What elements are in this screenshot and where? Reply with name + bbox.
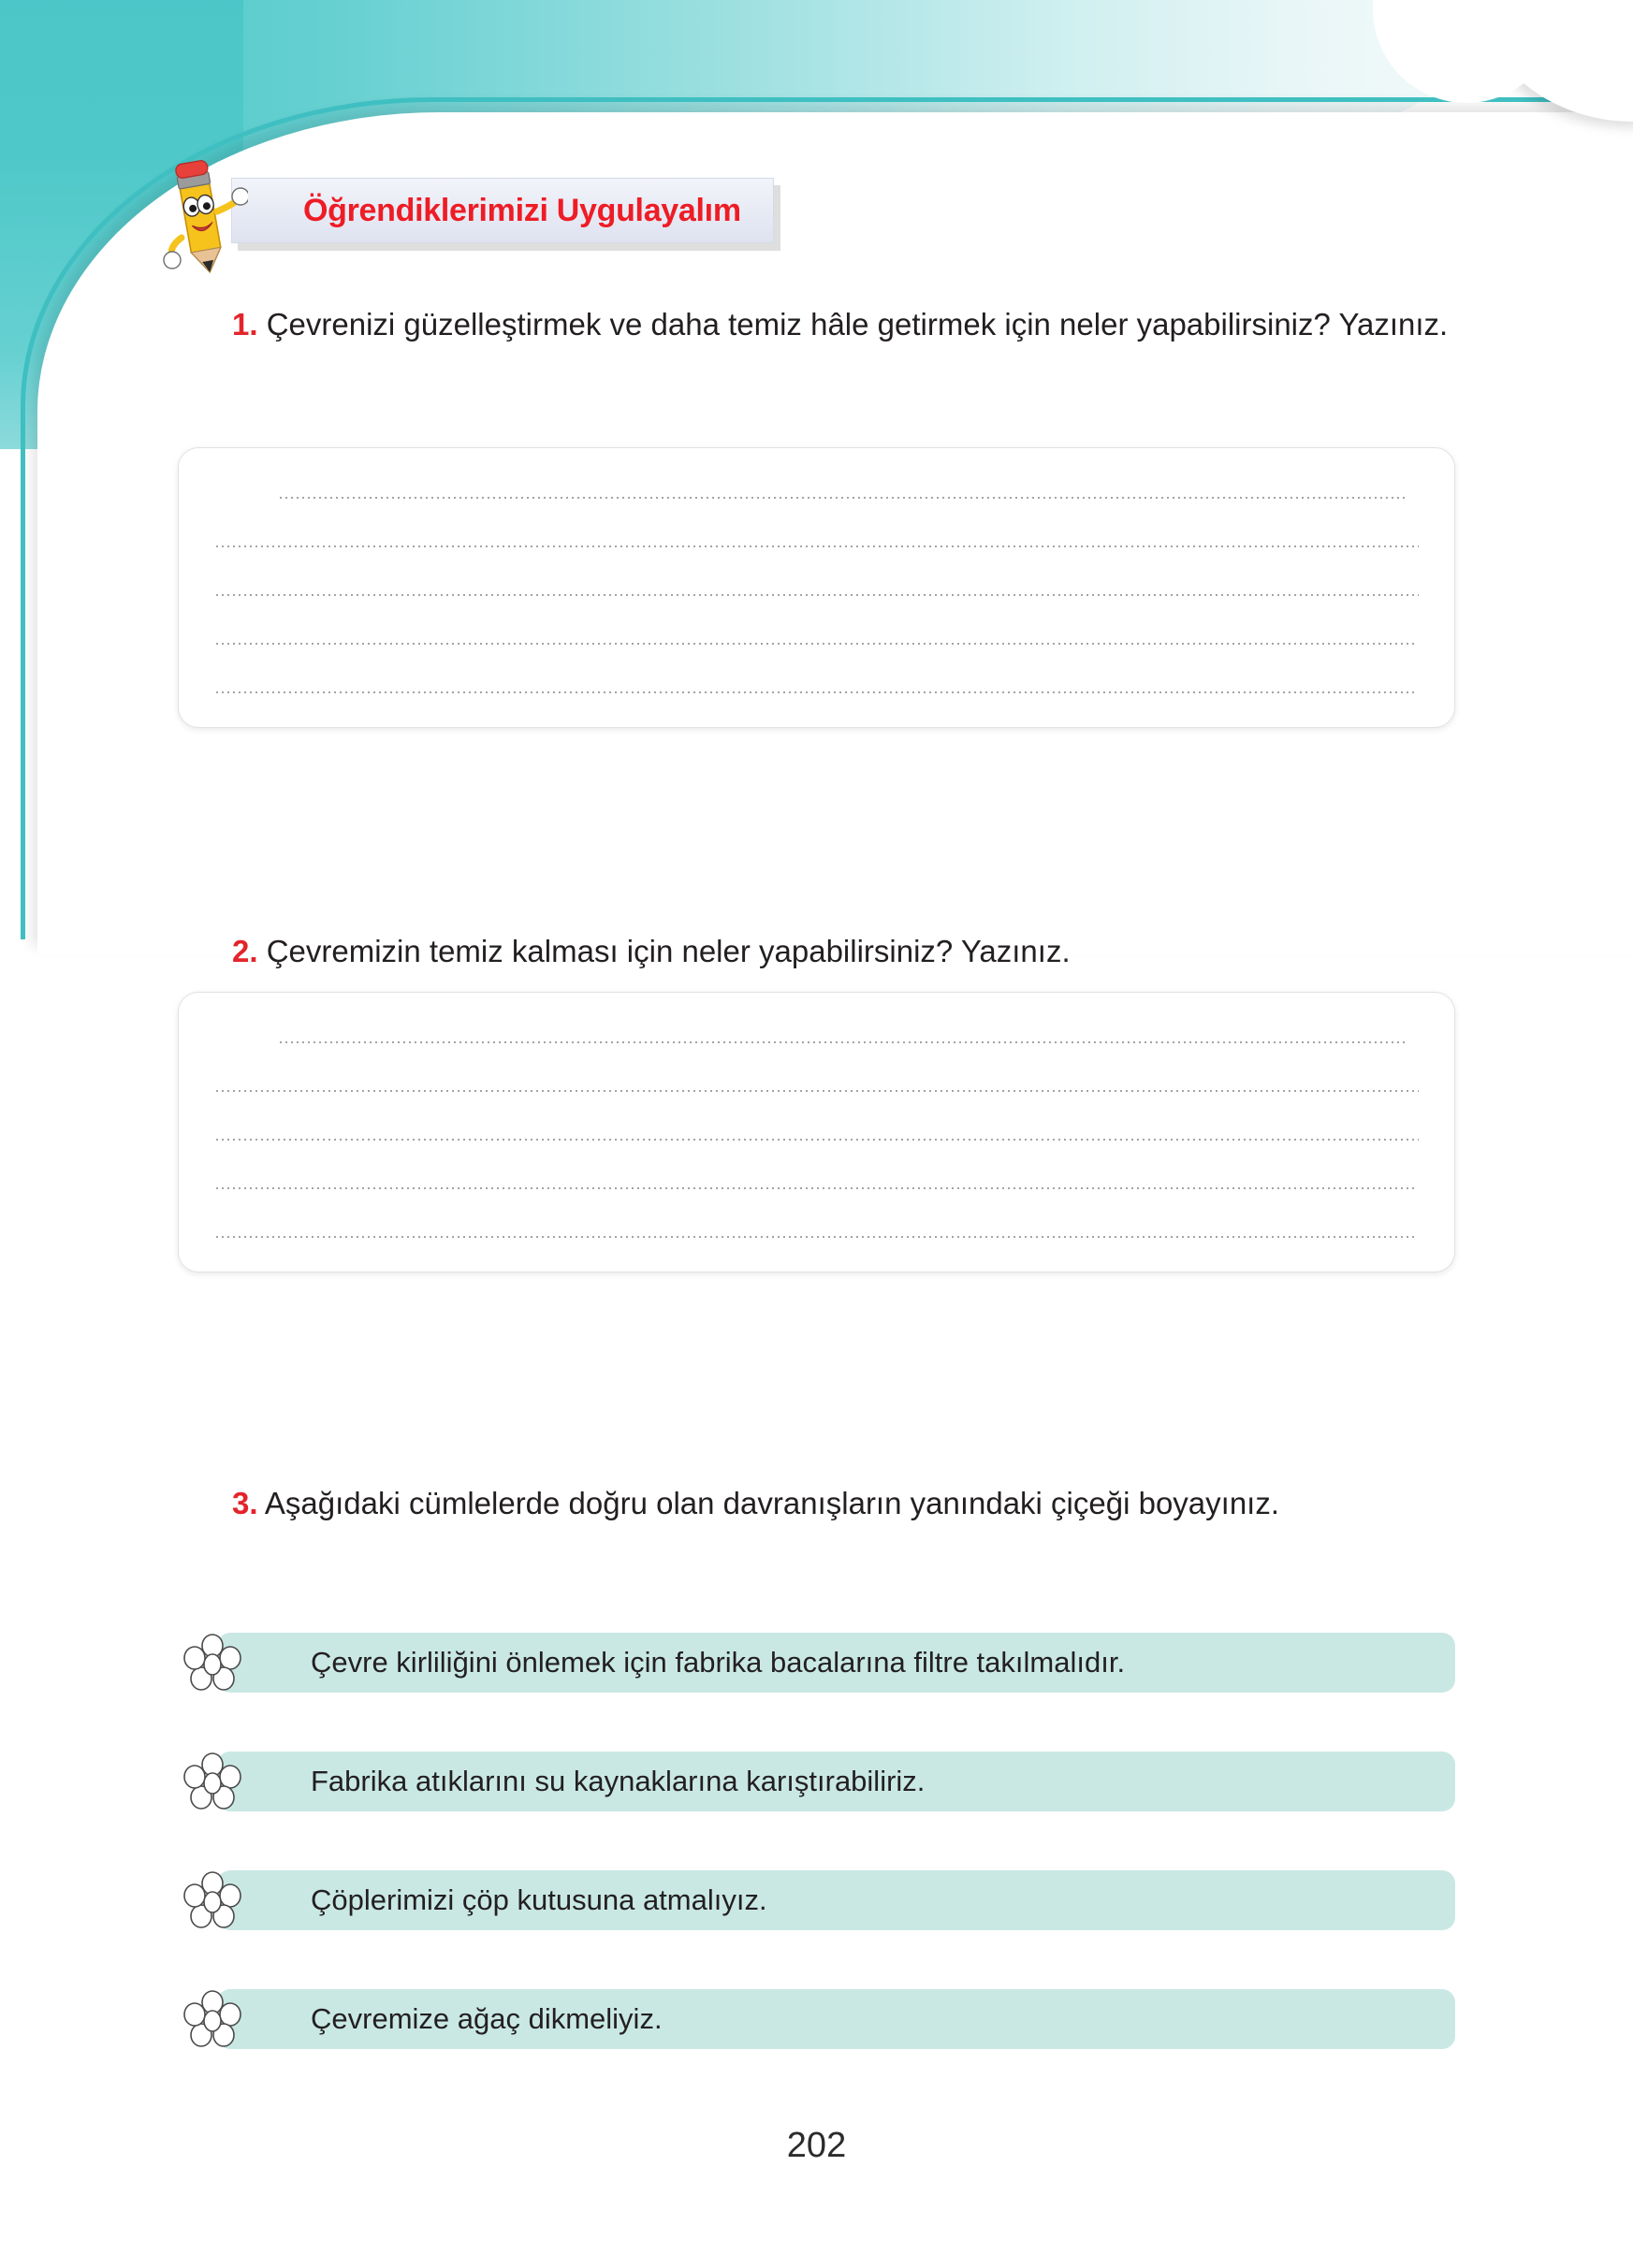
statement-row[interactable] [178,1989,1455,2049]
answer-line[interactable] [214,643,1415,645]
answer-line[interactable] [214,545,1419,547]
answer-line[interactable] [214,1139,1419,1141]
answer-line[interactable] [214,1090,1419,1092]
flower-icon[interactable] [183,1752,241,1810]
answer-line[interactable] [214,1236,1415,1238]
statement-bar[interactable] [217,1633,1455,1693]
statement-bar[interactable] [217,1870,1455,1930]
statement-row[interactable] [178,1870,1455,1930]
statement-bar[interactable] [217,1989,1455,2049]
page-number: 202 [786,2126,847,2165]
question-1 [178,299,1460,349]
question-2-text: Çevremizin temiz kalması için neler yapabilirsiniz? Yazınız. [266,934,1071,968]
answer-box-1[interactable] [178,447,1455,728]
pencil-mascot-icon [150,157,248,279]
flower-icon[interactable] [183,1871,241,1929]
statement-row[interactable] [178,1633,1455,1693]
question-3-number: 3. [232,1486,258,1520]
answer-line[interactable] [278,497,1406,499]
statement-row[interactable] [178,1752,1455,1811]
section-title-banner [231,178,774,243]
question-3-text: Aşağıdaki cümlelerde doğru olan davranışların yanındaki çiçeği boyayınız. [264,1486,1280,1520]
page-title: Öğrendiklerimizi Uygulayalım [303,192,741,228]
statement-bar[interactable] [217,1752,1455,1811]
question-2 [178,926,1460,976]
statement-text: Çevremize ağaç dikmeliyiz. [311,2002,663,2035]
question-1-text: Çevrenizi güzelleştirmek ve daha temiz hâle getirmek için neler yapabilirsiniz? Yazınız. [266,307,1449,342]
statement-text: Çevre kirliliğini önlemek için fabrika bacalarına filtre takılmalıdır. [311,1646,1126,1679]
question-3 [178,1478,1460,1528]
answer-box-2[interactable] [178,992,1455,1272]
section-header [150,157,774,279]
answer-line[interactable] [214,594,1419,596]
answer-line[interactable] [214,691,1415,693]
flower-icon[interactable] [183,1990,241,2048]
answer-line[interactable] [278,1041,1406,1043]
flower-icon[interactable] [183,1634,241,1692]
question-1-number: 1. [232,307,258,342]
statement-list [178,1633,1455,2049]
question-2-number: 2. [232,934,258,968]
statement-text: Fabrika atıklarını su kaynaklarına karıştırabiliriz. [311,1765,926,1797]
statement-text: Çöplerimizi çöp kutusuna atmalıyız. [311,1883,767,1916]
answer-line[interactable] [214,1187,1415,1189]
banner-plate [231,178,774,243]
